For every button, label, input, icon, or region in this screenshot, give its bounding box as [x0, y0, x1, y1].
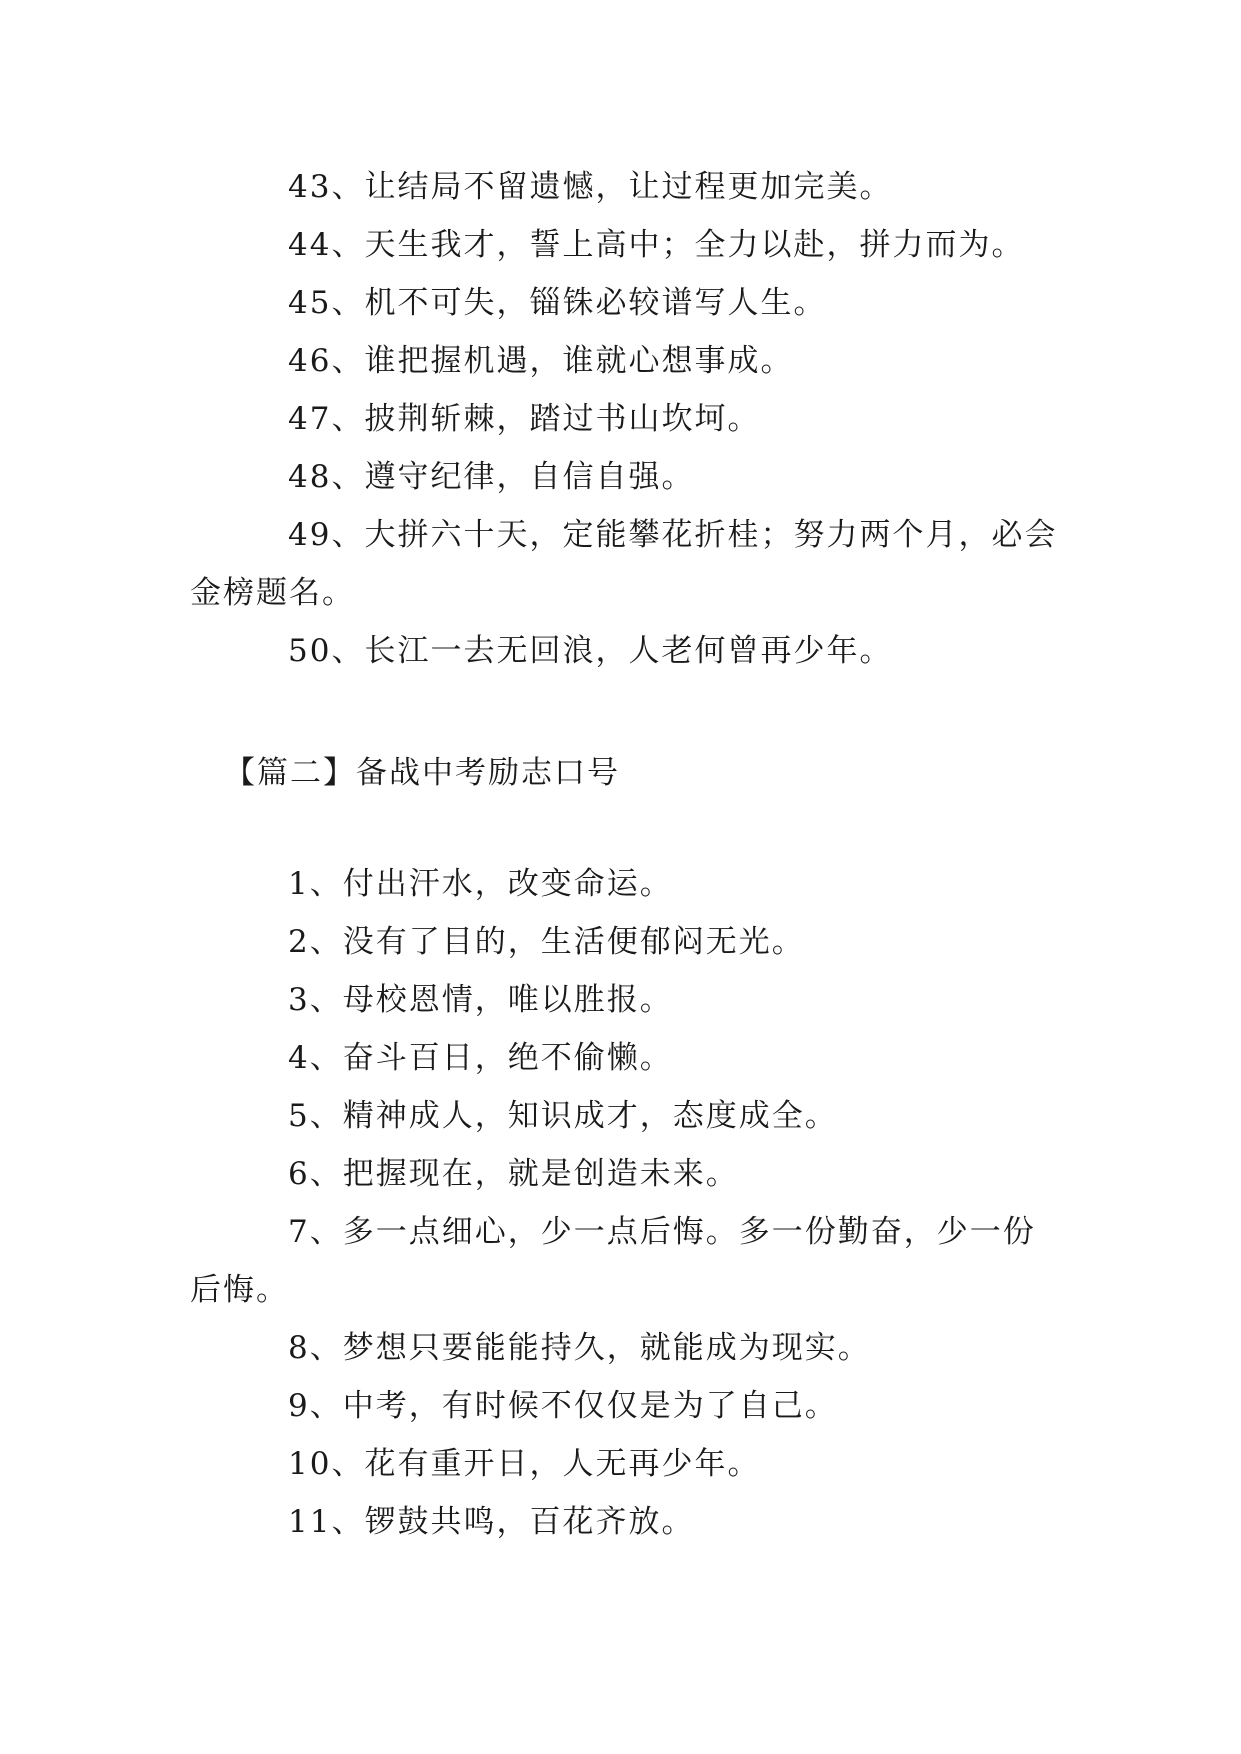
list-item: 50、长江一去无回浪，人老何曾再少年。 [288, 633, 893, 669]
slogan-list-part-one [190, 158, 1060, 680]
list-item: 3、母校恩情，唯以胜报。 [288, 982, 673, 1018]
list-item: 43、让结局不留遗憾，让过程更加完美。 [288, 169, 893, 205]
list-item: 48、遵守纪律，自信自强。 [288, 459, 695, 495]
list-item: 4、奋斗百日，绝不偷懒。 [288, 1040, 673, 1076]
list-item: 6、把握现在，就是创造未来。 [288, 1156, 739, 1192]
list-item: 47、披荆斩棘，踏过书山坎坷。 [288, 401, 761, 437]
list-item: 11、锣鼓共鸣，百花齐放。 [288, 1504, 695, 1540]
list-item: 46、谁把握机遇，谁就心想事成。 [288, 343, 794, 379]
section-heading: 【篇二】备战中考励志口号 [224, 755, 620, 791]
list-item: 49、大拼六十天，定能攀花折桂；努力两个月，必会金榜题名。 [190, 517, 1058, 611]
list-item: 10、花有重开日，人无再少年。 [288, 1446, 761, 1482]
list-item: 1、付出汗水，改变命运。 [288, 866, 673, 902]
list-item: 2、没有了目的，生活便郁闷无光。 [288, 924, 805, 960]
list-item: 5、精神成人，知识成才，态度成全。 [288, 1098, 838, 1134]
list-item: 8、梦想只要能能持久，就能成为现实。 [288, 1330, 871, 1366]
list-item: 9、中考，有时候不仅仅是为了自己。 [288, 1388, 838, 1424]
list-item: 45、机不可失，锱铢必较谱写人生。 [288, 285, 827, 321]
slogan-list-part-two [190, 855, 1060, 1551]
list-item: 7、多一点细心，少一点后悔。多一份勤奋，少一份后悔。 [190, 1214, 1036, 1308]
list-item: 44、天生我才，誓上高中；全力以赴，拼力而为。 [288, 227, 1025, 263]
